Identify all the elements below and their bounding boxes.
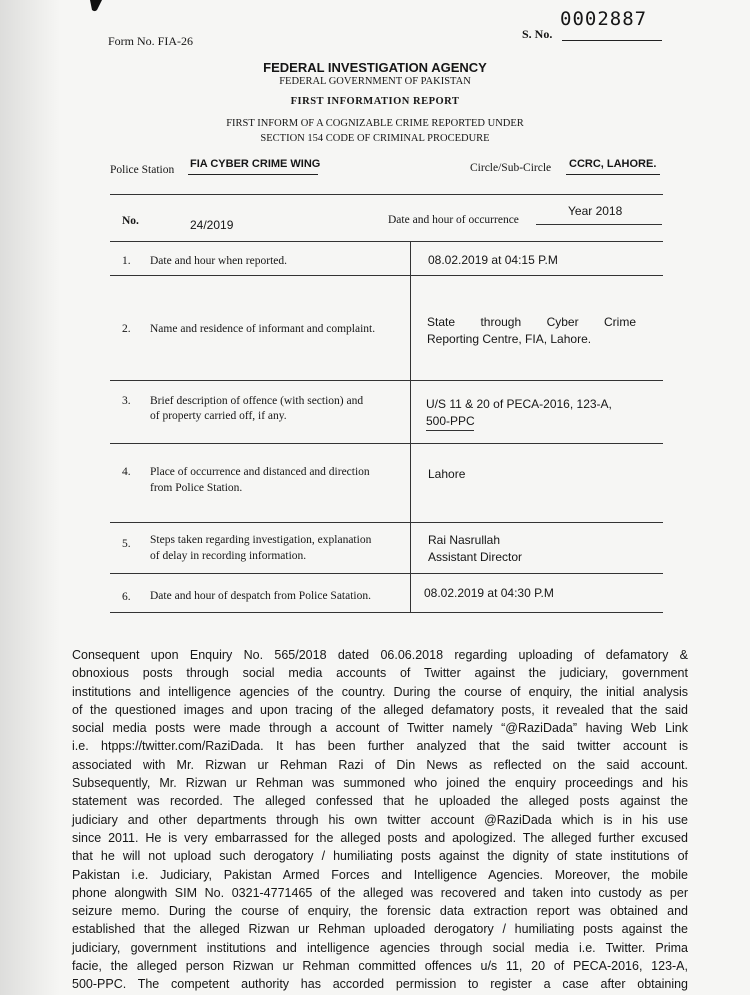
row-value: Rai Nasrullah — [428, 533, 501, 547]
paragraph-line: facie, the alleged person Rizwan ur Rehman committed offences u/s 11, 20 of PECA-2016, 123-A, — [72, 959, 688, 974]
row-value: 500-PPC — [426, 414, 475, 428]
paragraph-line: Consequent upon Enquiry No. 565/2018 dated 06.06.2018 regarding uploading of defamatory & — [72, 648, 688, 662]
row-value: Lahore — [428, 467, 466, 481]
row-value: Assistant Director — [428, 550, 523, 564]
row-label: from Police Station. — [150, 482, 243, 494]
page-edge-shadow — [0, 0, 60, 995]
row-label: Date and hour when reported. — [150, 255, 287, 267]
row-number: 2. — [122, 323, 131, 335]
row-label: Place of occurrence and distanced and direction — [150, 466, 370, 478]
serial-label: S. No. — [522, 27, 553, 41]
row-value: Reporting Centre, FIA, Lahore. — [427, 332, 592, 346]
row-number: 5. — [122, 538, 131, 550]
paragraph-line: of the questioned images and upon tracing of the alleged defamatory posts, it revealed that the said — [72, 702, 688, 717]
table-rule — [110, 612, 663, 613]
row-value: 08.02.2019 at 04:15 P.M — [428, 253, 558, 267]
corner-mark — [88, 0, 104, 14]
row-label: Name and residence of informant and complaint. — [150, 323, 376, 335]
row-value: State through Cyber Crime — [427, 315, 636, 329]
number-label: No. — [122, 215, 139, 227]
table-rule — [110, 275, 663, 276]
report-body-paragraph — [72, 646, 688, 994]
paragraph-line: statement was recorded. The alleged confessed that he uploaded the alleged posts against the — [72, 794, 688, 809]
serial-number: 0002887 — [560, 8, 648, 30]
row-number: 4. — [122, 466, 131, 478]
government-subtitle: FEDERAL GOVERNMENT OF PAKISTAN — [279, 76, 471, 87]
paragraph-line: Pakistan i.e. Judiciary, Pakistan Armed Forces and Intelligence Agencies. Moreover, the mobile — [72, 867, 688, 882]
police-station-underline — [188, 174, 318, 175]
police-station-label: Police Station — [110, 164, 175, 176]
paragraph-line: judiciary and other departments through his own twitter account @RaziDada which is in his use — [72, 812, 688, 827]
paragraph-line: that he will not upload such derogatory / humiliating posts against the dignity of state institutions of — [72, 849, 688, 864]
table-rule — [110, 522, 663, 523]
report-title: FIRST INFORMATION REPORT — [290, 96, 460, 107]
serial-underline — [562, 40, 662, 41]
paragraph-line: obnoxious posts through social media accounts of Twitter against the judiciary, government — [72, 666, 688, 681]
value-underline — [426, 430, 474, 431]
circle-underline — [566, 174, 660, 175]
occurrence-label: Date and hour of occurrence — [388, 214, 519, 226]
paragraph-line: i.e. htpps://twitter.com/RaziDada. It has been further analyzed that the said twitter account is — [72, 739, 688, 754]
paragraph-line: judiciary, government institutions and intelligence agencies through social media i.e. Twitter. Prima — [72, 940, 688, 955]
row-value: U/S 11 & 20 of PECA-2016, 123-A, — [426, 397, 612, 411]
row-number: 6. — [122, 591, 131, 603]
paragraph-line: established that the alleged Rizwan ur Rehman uploaded derogatory / humiliating posts against the — [72, 922, 688, 937]
table-rule — [110, 194, 663, 195]
paragraph-line: Subsequently, Mr. Rizwan ur Rehman was summoned who joined the enquiry proceedings and his — [72, 776, 688, 791]
row-label: Date and hour of despatch from Police Satation. — [150, 590, 371, 602]
occurrence-underline — [536, 224, 662, 225]
number-value: 24/2019 — [190, 218, 234, 232]
agency-title: FEDERAL INVESTIGATION AGENCY — [263, 60, 487, 75]
table-rule — [110, 573, 663, 574]
paragraph-line: seizure memo. During the course of enquiry, the forensic data extraction report was obtained and — [72, 904, 688, 919]
table-rule — [110, 241, 663, 242]
circle-value: CCRC, LAHORE. — [569, 158, 657, 170]
row-value: 08.02.2019 at 04:30 P.M — [424, 586, 554, 600]
paragraph-line: associated with Mr. Rizwan ur Rehman Razi of Din News as reflected on the said account. — [72, 757, 688, 772]
occurrence-value: Year 2018 — [568, 204, 623, 218]
row-number: 1. — [122, 255, 131, 267]
row-number: 3. — [122, 395, 131, 407]
paragraph-line: institutions and intelligence agencies of the country. During the course of enquiry, the initial analysis — [72, 684, 688, 699]
table-rule — [110, 443, 663, 444]
paragraph-line: phone alongwith SIM No. 0321-4771465 of the alleged was recovered and taken into custody as per — [72, 885, 688, 900]
paragraph-line: since 2011. He is very embarrassed for the alleged posts and apologized. The alleged further excused — [72, 830, 688, 845]
row-label: of property carried off, if any. — [150, 410, 287, 422]
row-label: Steps taken regarding investigation, explanation — [150, 534, 372, 546]
table-rule — [110, 380, 663, 381]
police-station-value: FIA CYBER CRIME WING — [190, 158, 321, 170]
row-label: of delay in recording information. — [150, 550, 307, 562]
table-column-divider — [410, 242, 411, 612]
row-label: Brief description of offence (with section) and — [150, 395, 364, 407]
circle-label: Circle/Sub-Circle — [470, 162, 552, 174]
inform-line-2: SECTION 154 CODE OF CRIMINAL PROCEDURE — [260, 133, 490, 144]
paragraph-line: 500-PPC. The competent authority has accorded permission to register a case after obtaining — [72, 977, 688, 992]
paragraph-line: social media posts were made through a account of Twitter namely “@RaziDada” having Web Link — [72, 721, 688, 736]
inform-line-1: FIRST INFORM OF A COGNIZABLE CRIME REPORTED UNDER — [226, 118, 524, 129]
form-number: Form No. FIA-26 — [108, 34, 194, 48]
